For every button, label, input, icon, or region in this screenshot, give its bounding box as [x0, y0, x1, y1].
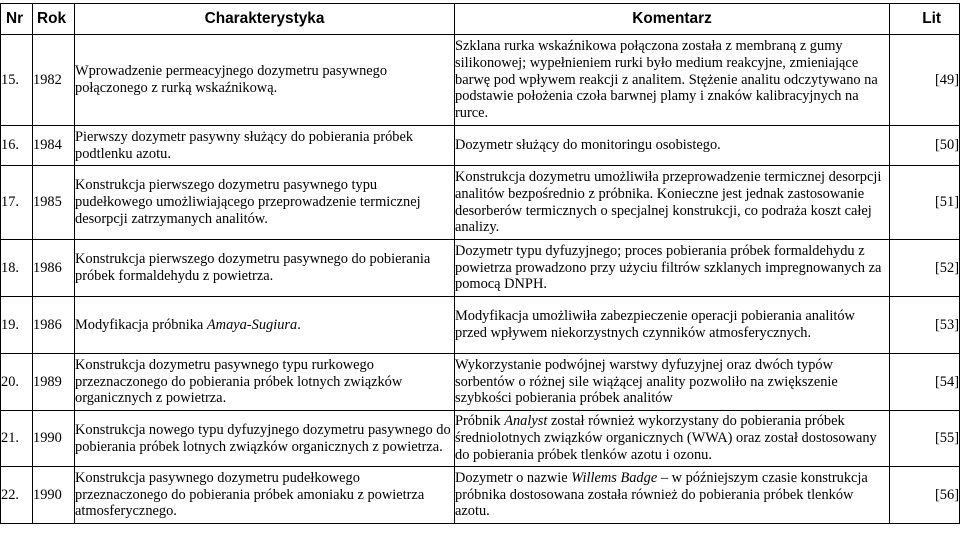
sampler-name: Analyst [504, 413, 548, 430]
row-nr: 18. [1, 240, 33, 297]
row-year: 1990 [33, 411, 75, 467]
row-nr: 16. [1, 126, 33, 166]
row-comment-suffix: został również wykorzystany do pobierania próbek średniolotnych związków organicznych (WWA) oraz został dostosowany do pobierania próbek tlenków azotu i ozonu. [455, 413, 877, 463]
row-nr: 22. [1, 467, 33, 524]
row-reference: [53] [890, 297, 960, 354]
row-characteristic: Wprowadzenie permeacyjnego dozymetru pasywnego połączonego z rurką wskaźnikową. [75, 35, 455, 126]
row-nr: 21. [1, 411, 33, 467]
row-reference: [52] [890, 240, 960, 297]
row-comment [455, 411, 890, 467]
header-nr: Nr [1, 4, 33, 35]
row-year: 1986 [33, 240, 75, 297]
row-reference: [51] [890, 166, 960, 240]
header-lit: Lit [890, 4, 960, 35]
header-komentarz: Komentarz [455, 4, 890, 35]
table-row [1, 467, 960, 524]
table-row [1, 35, 960, 126]
header-rok: Rok [33, 4, 75, 35]
row-characteristic [75, 297, 455, 354]
row-nr: 19. [1, 297, 33, 354]
row-characteristic-suffix: . [297, 316, 301, 333]
row-comment: Wykorzystanie podwójnej warstwy dyfuzyjnej oraz dwóch typów sorbentów o różnej sile wiążącej anality pozwoliło na zwiększenie szybkości pobierania próbek analitów [455, 354, 890, 411]
row-year: 1984 [33, 126, 75, 166]
row-characteristic: Konstrukcja dozymetru pasywnego typu rurkowego przeznaczonego do pobierania próbek lotnych związków organicznych z powietrza. [75, 354, 455, 411]
row-comment: Szklana rurka wskaźnikowa połączona została z membraną z gumy silikonowej; wypełnieniem rurki było medium reakcyjne, zmieniające barwę pod wpływem reakcji z analitem. Stężenie analitu odczytywano na podstawie położenia czoła barwnej plamy i znaków kalibracyjnych na rurce. [455, 35, 890, 126]
row-reference: [56] [890, 467, 960, 524]
row-nr: 20. [1, 354, 33, 411]
header-charakterystyka: Charakterystyka [75, 4, 455, 35]
row-year: 1985 [33, 166, 75, 240]
row-reference: [55] [890, 411, 960, 467]
sampler-name: Amaya-Sugiura [206, 316, 298, 333]
table-row [1, 297, 960, 354]
row-reference: [50] [890, 126, 960, 166]
row-nr: 17. [1, 166, 33, 240]
row-characteristic: Konstrukcja pasywnego dozymetru pudełkowego przeznaczonego do pobierania próbek amoniaku z powietrza atmosferycznego. [75, 467, 455, 524]
table-header-row [1, 4, 960, 35]
table-row [1, 240, 960, 297]
row-nr: 15. [1, 35, 33, 126]
row-comment: Konstrukcja dozymetru umożliwiła przeprowadzenie termicznej desorpcji analitów bezpośrednio z próbnika. Konieczne jest jednak zastosowanie desorberów termicznych o specjalnej konstrukcji, co podraża koszt całej analizy. [455, 166, 890, 240]
table-row [1, 411, 960, 467]
sampler-name: Willems Badge [571, 469, 658, 486]
row-comment [455, 467, 890, 524]
table-row [1, 126, 960, 166]
row-characteristic: Konstrukcja pierwszego dozymetru pasywnego typu pudełkowego umożliwiającego przeprowadzenie termicznej desorpcji zatrzymanych analitów. [75, 166, 455, 240]
row-characteristic: Konstrukcja pierwszego dozymetru pasywnego do pobierania próbek formaldehydu z powietrza. [75, 240, 455, 297]
row-comment: Dozymetr typu dyfuzyjnego; proces pobierania próbek formaldehydu z powietrza prowadzono przy użyciu filtrów szklanych impregnowanych za pomocą DNPH. [455, 240, 890, 297]
row-year: 1982 [33, 35, 75, 126]
row-comment-suffix: – w późniejszym czasie konstrukcja próbnika dostosowana została również do pobierania próbek tlenków azotu. [455, 469, 868, 520]
history-table [0, 3, 960, 524]
row-characteristic-text: Modyfikacja próbnika [75, 316, 207, 333]
table-row [1, 166, 960, 240]
row-comment: Modyfikacja umożliwiła zabezpieczenie operacji pobierania analitów przed wpływem niekorzystnych czynników atmosferycznych. [455, 297, 890, 354]
row-reference: [54] [890, 354, 960, 411]
row-characteristic: Konstrukcja nowego typu dyfuzyjnego dozymetru pasywnego do pobierania próbek lotnych związków organicznych z powietrza. [75, 411, 455, 467]
row-comment: Dozymetr służący do monitoringu osobistego. [455, 126, 890, 166]
row-year: 1989 [33, 354, 75, 411]
row-reference: [49] [890, 35, 960, 126]
row-comment-text: Próbnik [455, 413, 505, 430]
row-characteristic: Pierwszy dozymetr pasywny służący do pobierania próbek podtlenku azotu. [75, 126, 455, 166]
table-row [1, 354, 960, 411]
row-year: 1990 [33, 467, 75, 524]
row-year: 1986 [33, 297, 75, 354]
row-comment-text: Dozymetr o nazwie [455, 469, 572, 486]
